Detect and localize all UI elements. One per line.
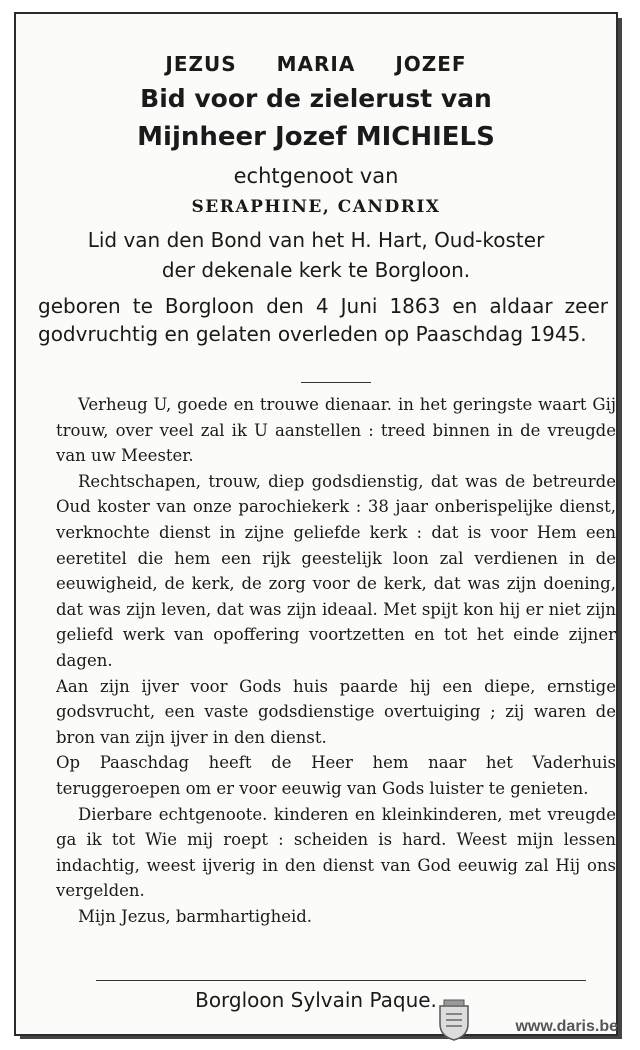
- invocation: [16, 52, 616, 76]
- card-shadow-right: [618, 18, 622, 1038]
- paragraph: Rechtschapen, trouw, diep godsdienstig, dat was de betreurde Oud koster van onze parochiekerk : 38 jaar onberispelijke dienst, verknochte dienst in zijne geliefde kerk : dat is voor Hem een eeretitel die hem een rijk geestelijk loon zal verdienen in de eeuwigheid, de kerk, de zorg voor de kerk, dat was zijn doening, dat was zijn leven, dat was zijn ideaal. Met spijt kon hij er niet zijn geliefd werk van opoffering voortzetten en tot het einde zijner dagen.: [56, 471, 616, 670]
- body-text: [56, 392, 616, 929]
- paragraph: Aan zijn ijver voor Gods huis paarde hij een diepe, ernstige godsvrucht, een vaste godsdienstige overtuiging ; zij waren de bron van zijn ijver in den dienst.: [56, 676, 616, 747]
- deceased-name: Mijnheer Jozef MICHIELS: [137, 122, 495, 152]
- card-shadow-bottom: [20, 1036, 622, 1039]
- birth-death-text: geboren te Borgloon den 4 Juni 1863 en aldaar zeer godvruchtig en gelaten overleden op Paaschdag 1945.: [38, 294, 608, 346]
- spouse-name: SERAPHINE, CANDRIX: [191, 197, 441, 217]
- heading: Bid voor de zielerust van: [140, 84, 492, 113]
- crest-icon: [434, 998, 474, 1042]
- membership-line-2: der dekenale kerk te Borgloon.: [161, 258, 471, 282]
- watermark: www.daris.be: [515, 1018, 618, 1035]
- paragraph: Op Paaschdag heeft de Heer hem naar het Vaderhuis teruggeroepen om er voor eeuwig van Gods luister te genieten.: [56, 753, 616, 798]
- membership-line-1: Lid van den Bond van het H. Hart, Oud-koster: [87, 228, 545, 252]
- printer-credit: Borgloon Sylvain Paque.: [195, 988, 437, 1012]
- long-divider: [96, 980, 586, 981]
- invocation-jezus: JEZUS: [165, 52, 237, 76]
- memorial-card: [14, 12, 618, 1036]
- invocation-jozef: JOZEF: [395, 52, 467, 76]
- paragraph: Dierbare echtgenoote. kinderen en kleinkinderen, met vreugde ga ik tot Wie mij roept : scheiden is hard. Weest mijn lessen indachtig, weest ijverig in den dienst van God eeuwig zal Hij ons vergelden.: [56, 804, 616, 901]
- paragraph: Mijn Jezus, barmhartigheid.: [78, 906, 313, 926]
- paragraph: Verheug U, goede en trouwe dienaar. in het geringste waart Gij trouw, over veel zal ik U aanstellen : treed binnen in de vreugde van uw Meester.: [56, 395, 616, 466]
- spouse-label: echtgenoot van: [233, 164, 399, 188]
- short-divider: [301, 382, 371, 383]
- invocation-maria: MARIA: [276, 52, 356, 76]
